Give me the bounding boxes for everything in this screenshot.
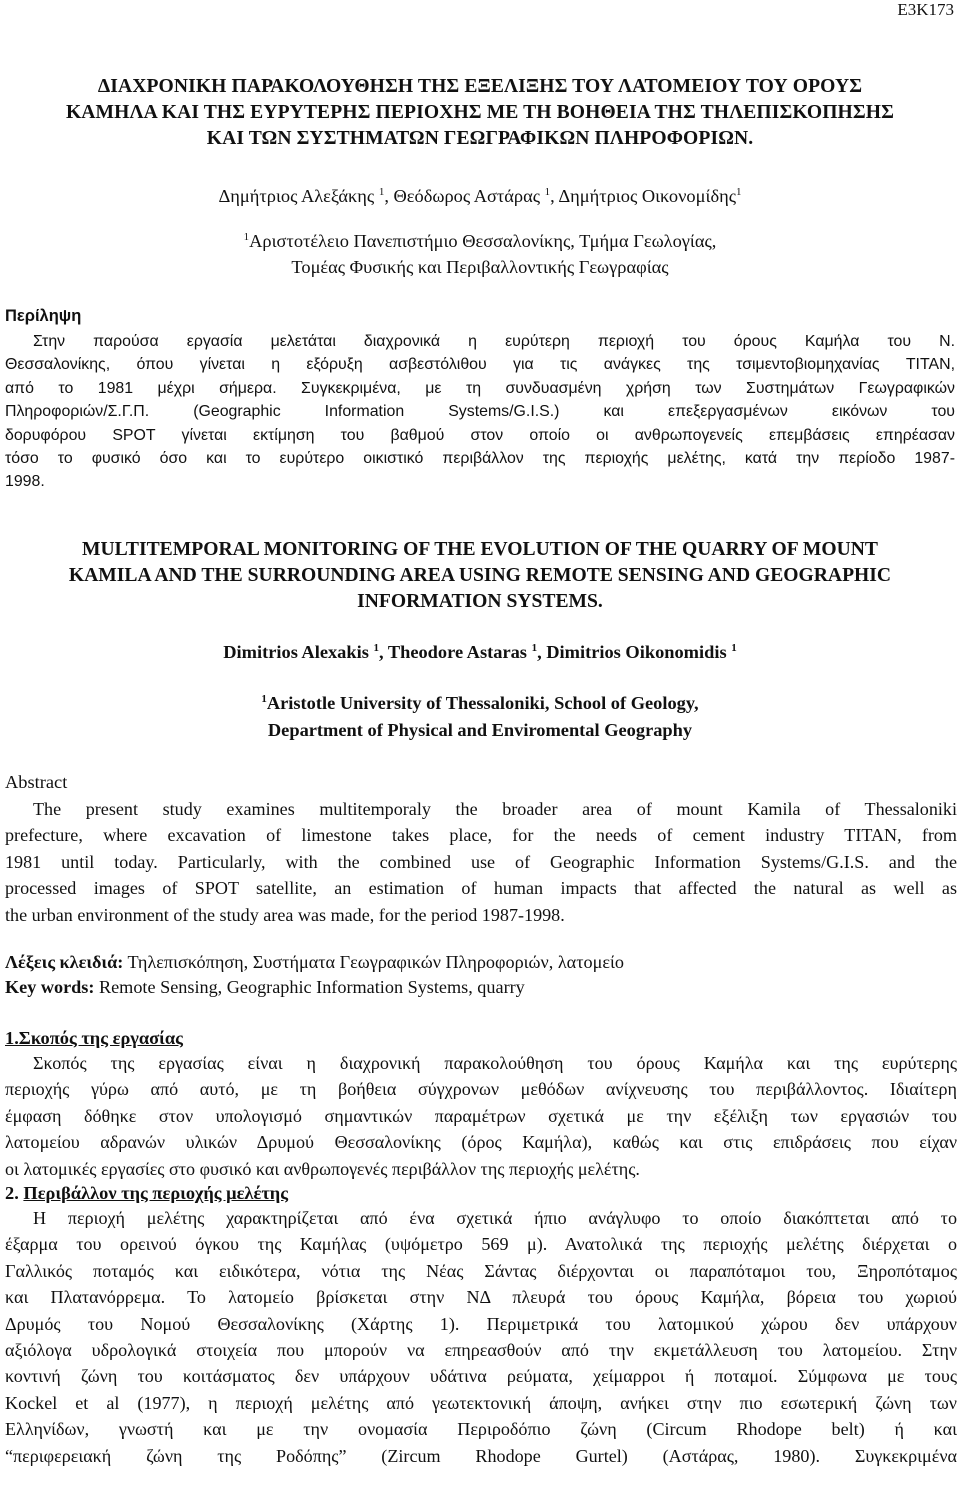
section-1-body: [5, 1050, 957, 1182]
body-line: Δρυμός του Νομού Θεσσαλονίκης (Χάρτης 1). Περιμετρικά του λατομικού χώρου δεν υπάρχουν: [5, 1313, 957, 1334]
english-affiliation: [0, 690, 960, 744]
author-name: Δημήτριος Αλεξάκης: [218, 186, 379, 206]
english-title-line: KAMILA AND THE SURROUNDING AREA USING REMOTE SENSING AND GEOGRAPHIC: [68, 565, 892, 586]
affiliation-marker: 1: [731, 642, 737, 654]
author-name: Dimitrios Alexakis: [223, 642, 374, 662]
affiliation-marker: 1: [243, 231, 250, 243]
author-name: , Theodore Astaras: [378, 642, 532, 662]
affiliation-marker: 1: [261, 693, 267, 705]
greek-summary: [5, 330, 955, 494]
keywords-text: Remote Sensing, Geographic Information Systems, quarry: [94, 977, 525, 997]
affiliation-marker: 1: [736, 186, 742, 198]
english-abstract: [5, 796, 957, 928]
affiliation-line: Τομέας Φυσικής και Περιβαλλοντικής Γεωγραφίας: [291, 257, 669, 277]
body-line: “περιφερειακή ζώνη της Ροδόπης” (Zircum Rhodope Gurtel) (Αστάρας, 1980). Συγκεκριμένα: [5, 1445, 957, 1466]
greek-title: [0, 74, 960, 152]
body-line: κοντινή ζώνη του κοιτάσματος δεν υπάρχουν υδάτινα ρεύματα, χείμαρροι ή ποταμοί. Σύμφωνα με τους: [5, 1366, 957, 1387]
english-keywords: [5, 975, 525, 999]
affiliation-line: Αριστοτέλειο Πανεπιστήμιο Θεσσαλονίκης, Τμήμα Γεωλογίας,: [249, 231, 717, 251]
affiliation-marker: 1: [378, 186, 385, 198]
body-line: Ελληνίδων, γνωστή και με την ονομασία Περιροδόπιο ζώνη (Circum Rhodope belt) ή και: [5, 1419, 957, 1440]
affiliation-line: Department of Physical and Enviromental Geography: [267, 720, 693, 740]
affiliation-marker: 1: [531, 642, 538, 654]
greek-keywords: [5, 950, 624, 974]
greek-affiliation: [0, 228, 960, 280]
keywords-label: Key words:: [5, 977, 95, 997]
section-2-heading: 2. Περιβάλλον της περιοχής μελέτης: [5, 1183, 288, 1203]
summary-line: Στην παρούσα εργασία μελετάται διαχρονικά η ευρύτερη περιοχή του όρους Καμήλα του Ν.: [33, 333, 955, 350]
body-line: λατομείου αδρανών υλικών Δρυμού Θεσσαλονίκης (όρος Καμήλα), καθώς και στις επιδράσεις που είχαν: [5, 1132, 957, 1153]
english-title-line: INFORMATION SYSTEMS.: [357, 591, 603, 612]
body-line: έξαρμα του ορεινού όγκου της Καμήλας (υψόμετρο 569 μ). Ανατολικά της περιοχής μελέτης διέρχεται ο: [5, 1234, 957, 1255]
summary-heading: Περίληψη: [5, 307, 82, 325]
summary-line: δορυφόρου SPOT γίνεται εκτίμηση του βαθμού στον οποίο οι ανθρωπογενείς επεμβάσεις επηρέασαν: [5, 426, 955, 444]
author-name: , Dimitrios Oikonomidis: [537, 642, 732, 662]
summary-line: τόσο το φυσικό όσο και το ευρύτερο οικιστικό περιβάλλον της περιοχής μελέτης, κατά την περίοδο 1987-: [5, 450, 955, 468]
summary-line: 1998.: [5, 473, 45, 491]
abstract-line: The present study examines multitemporaly the broader area of mount Kamila of Thessaloniki: [33, 799, 957, 819]
body-line: Γαλλικός ποταμός και ειδικότερα, νότια της Νέας Σάντας διέρχονται οι παραπόταμοι του, Ξηροπόταμος: [5, 1260, 957, 1281]
body-line: Σκοπός της εργασίας είναι η διαχρονική παρακολούθηση του όρους Καμήλα και της ευρύτερης: [33, 1053, 957, 1073]
body-line: Kockel et al (1977), η περιοχή μελέτης από γεωτεκτονική άποψη, ανήκει στην πιο εσωτερική ζώνη των: [5, 1392, 957, 1413]
paper-code: Ε3Κ173: [897, 0, 954, 19]
affiliation-line: Aristotle University of Thessaloniki, School of Geology,: [266, 693, 699, 713]
abstract-heading: Abstract: [5, 772, 68, 792]
keywords-label: Λέξεις κλειδιά:: [5, 952, 124, 972]
affiliation-marker: 1: [373, 642, 379, 654]
body-line: αξιόλογα υδρολογικά στοιχεία που μπορούν να επηρεασθούν από την εκμετάλλευση του λατομείου. Στην: [5, 1340, 957, 1361]
english-authors: [0, 640, 960, 664]
greek-authors: [0, 184, 960, 208]
author-name: , Θεόδωρος Αστάρας: [384, 186, 545, 206]
summary-line: από το 1981 μέχρι σήμερα. Συγκεκριμένα, με τη συνδυασμένη χρήση των Συστημάτων Γεωγραφικών: [5, 379, 955, 397]
english-title-line: MULTITEMPORAL MONITORING OF THE EVOLUTION OF THE QUARRY OF MOUNT: [82, 539, 878, 560]
greek-title-line: ΔΙΑΧΡΟΝΙΚΗ ΠΑΡΑΚΟΛΟΥΘΗΣΗ ΤΗΣ ΕΞΕΛΙΞΗΣ ΤΟΥ ΛΑΤΟΜΕΙΟΥ ΤΟΥ ΟΡΟΥΣ: [97, 76, 863, 97]
affiliation-marker: 1: [544, 186, 551, 198]
body-line: περιοχής γύρω από αυτό, με τη βοήθεια σύγχρονων μεθόδων ανίχνευσης του περιβάλλοντος. Ιδιαίτερη: [5, 1079, 957, 1100]
author-name: , Δημήτριος Οικονομίδης: [550, 186, 737, 206]
summary-line: Θεσσαλονίκης, όπου γίνεται η εξόρυξη ασβεστόλιθου για τις ανάγκες της τσιμεντοβιομηχανίας TITAN,: [5, 356, 955, 374]
body-line: Η περιοχή μελέτης χαρακτηρίζεται από ένα σχετικά ήπιο ανάγλυφο το οποίο διακόπτεται από το: [33, 1208, 957, 1228]
section-2-body: [5, 1205, 957, 1469]
body-line: έμφαση δόθηκε στον υπολογισμό σημαντικών παραμέτρων σχετικά με την εξέλιξη των εργασιών του: [5, 1105, 957, 1126]
summary-line: Πληροφοριών/Σ.Γ.Π. (Geographic Information Systems/G.I.S.) και επεξεργασμένων εικόνων του: [5, 403, 955, 421]
abstract-line: processed images of SPOT satellite, an estimation of human impacts that affected the natural as well as: [5, 878, 957, 899]
greek-title-line: ΚΑΜΗΛΑ ΚΑΙ ΤΗΣ ΕΥΡΥΤΕΡΗΣ ΠΕΡΙΟΧΗΣ ΜΕ ΤΗ ΒΟΗΘΕΙΑ ΤΗΣ ΤΗΛΕΠΙΣΚΟΠΗΣΗΣ: [65, 102, 895, 123]
abstract-line: the urban environment of the study area was made, for the period 1987-1998.: [5, 904, 565, 925]
abstract-line: prefecture, where excavation of limestone takes place, for the needs of cement industry TITAN, from: [5, 825, 957, 846]
keywords-text: Τηλεπισκόπηση, Συστήματα Γεωγραφικών Πληροφοριών, λατομείο: [123, 952, 624, 972]
abstract-line: 1981 until today. Particularly, with the combined use of Geographic Information Systems/G.I.S. and the: [5, 851, 957, 872]
body-line: οι λατομικές εργασίες στο φυσικό και ανθρωπογενές περιβάλλον της περιοχής μελέτης.: [5, 1158, 640, 1179]
section-1-heading: 1.Σκοπός της εργασίας: [5, 1028, 183, 1048]
body-line: και Πλατανόρρεμα. Το λατομείο βρίσκεται στην ΝΔ πλευρά του όρους Καμήλα, βόρεια του χωριού: [5, 1287, 957, 1308]
greek-title-line: ΚΑΙ ΤΩΝ ΣΥΣΤΗΜΑΤΩΝ ΓΕΩΓΡΑΦΙΚΩΝ ΠΛΗΡΟΦΟΡΙΩΝ.: [206, 128, 754, 149]
english-title: [0, 537, 960, 615]
